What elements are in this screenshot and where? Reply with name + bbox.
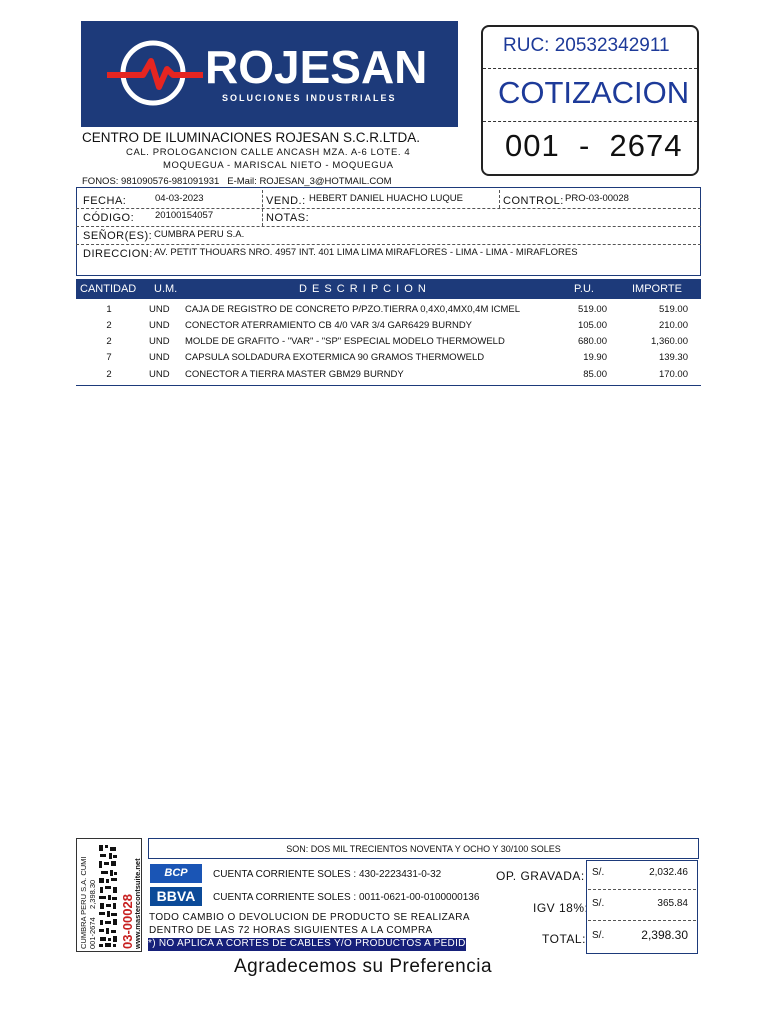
- logo-pulse-icon: [103, 39, 215, 107]
- row-qty: 2: [106, 369, 112, 380]
- fecha-label: FECHA:: [83, 195, 127, 207]
- items-table-header: [76, 279, 701, 299]
- thank-you-message: Agradecemos su Preferencia: [234, 956, 493, 977]
- divider: [76, 208, 701, 209]
- col-cantidad: CANTIDAD: [80, 283, 137, 295]
- control-label: CONTROL:: [503, 195, 564, 207]
- divider: [76, 244, 701, 245]
- row-importe: 519.00: [658, 304, 688, 315]
- col-descripcion: D E S C R I P C I O N: [299, 283, 427, 295]
- table-row: [76, 318, 701, 334]
- row-qty: 2: [106, 336, 112, 347]
- bbva-account: CUENTA CORRIENTE SOLES : 0011-0621-00-0100000136: [213, 892, 480, 903]
- company-city: MOQUEGUA - MARISCAL NIETO - MOQUEGUA: [163, 160, 394, 171]
- currency-symbol: S/.: [592, 898, 605, 909]
- divider: [483, 121, 697, 122]
- total-value: 2,398.30: [641, 928, 688, 942]
- row-qty: 7: [106, 352, 112, 363]
- currency-symbol: S/.: [592, 930, 605, 941]
- fecha-value: 04-03-2023: [155, 193, 204, 204]
- col-pu: P.U.: [574, 283, 594, 295]
- control-value: PRO-03-00028: [565, 193, 629, 204]
- notas-label: NOTAS:: [266, 212, 310, 224]
- amount-in-words-box: [148, 838, 699, 859]
- row-desc: CONECTOR ATERRAMIENTO CB 4/0 VAR 3/4 GAR6429 BURNDY: [185, 320, 473, 331]
- amount-in-words: SON: DOS MIL TRECIENTOS NOVENTA Y OCHO Y 30/100 SOLES: [286, 844, 561, 854]
- bcp-account: CUENTA CORRIENTE SOLES : 430-2223431-0-32: [213, 869, 442, 880]
- divider: [76, 226, 701, 227]
- side-text-amount: 001-2674 2,398.30: [88, 879, 97, 949]
- col-um: U.M.: [154, 283, 178, 295]
- row-pu: 105.00: [577, 320, 607, 331]
- document-number: 001 - 2674: [505, 128, 683, 163]
- row-um: UND: [149, 369, 170, 380]
- side-website: www.mastercontsuite.net: [133, 858, 142, 949]
- divider: [483, 68, 697, 69]
- vendedor-label: VEND.:: [266, 195, 306, 207]
- logo-name: ROJESAN: [205, 41, 428, 93]
- row-pu: 680.00: [577, 336, 607, 347]
- row-um: UND: [149, 336, 170, 347]
- side-control-code: 03-00028: [120, 894, 135, 949]
- barcode-panel: [76, 838, 142, 952]
- table-bottom-rule: [76, 385, 701, 386]
- company-contact: FONOS: 981090576-981091931 E-Mail: ROJESAN_3@HOTMAIL.COM: [82, 176, 392, 187]
- divider: [588, 920, 696, 921]
- row-importe: 1,360.00: [651, 336, 688, 347]
- logo-tagline: SOLUCIONES INDUSTRIALES: [222, 93, 397, 103]
- vendedor-value: HEBERT DANIEL HUACHO LUQUE: [309, 193, 463, 204]
- warning-banner: *) NO APLICA A CORTES DE CABLES Y/O PRODUCTOS A PEDIDO: [148, 938, 474, 949]
- divider: [588, 889, 696, 890]
- row-qty: 1: [106, 304, 112, 315]
- row-desc: CAJA DE REGISTRO DE CONCRETO P/PZO.TIERRA 0,4X0,4MX0,4M ICMEL: [185, 304, 521, 315]
- bcp-logo: BCP: [150, 864, 202, 883]
- company-address: CAL. PROLOGANCION CALLE ANCASH MZA. A-6 LOTE. 4: [126, 147, 411, 158]
- igv-value: 365.84: [657, 898, 688, 909]
- table-row: [76, 302, 701, 318]
- row-importe: 170.00: [658, 369, 688, 380]
- table-row: [76, 334, 701, 350]
- codigo-label: CÓDIGO:: [83, 212, 135, 224]
- company-name: CENTRO DE ILUMINACIONES ROJESAN S.C.R.LTDA.: [82, 130, 421, 145]
- col-importe: IMPORTE: [632, 283, 682, 295]
- row-desc: CAPSULA SOLDADURA EXOTERMICA 90 GRAMOS THERMOWELD: [185, 352, 485, 363]
- side-text-customer: CUMBRA PERU S.A. CUMI: [79, 856, 88, 949]
- row-importe: 139.30: [658, 352, 688, 363]
- ruc-number: RUC: 20532342911: [503, 35, 670, 56]
- row-desc: CONECTOR A TIERRA MASTER GBM29 BURNDY: [185, 369, 404, 380]
- divider: [262, 190, 263, 226]
- row-desc: MOLDE DE GRAFITO - "VAR" - "SP" ESPECIAL MODELO THERMOWELD: [185, 336, 505, 347]
- document-title: COTIZACION: [498, 75, 690, 110]
- codigo-value: 20100154057: [155, 210, 214, 221]
- row-um: UND: [149, 352, 170, 363]
- row-qty: 2: [106, 320, 112, 331]
- senores-label: SEÑOR(ES):: [83, 230, 153, 242]
- divider: [499, 190, 500, 208]
- direccion-value: AV. PETIT THOUARS NRO. 4957 INT. 401 LIMA LIMA MIRAFLORES - LIMA - LIMA - MIRAFLORES: [154, 247, 578, 258]
- row-pu: 519.00: [577, 304, 607, 315]
- bbva-logo: BBVA: [150, 887, 202, 906]
- row-importe: 210.00: [658, 320, 688, 331]
- total-label: TOTAL:: [542, 932, 586, 946]
- table-row: [76, 367, 701, 383]
- igv-label: IGV 18%:: [533, 901, 589, 915]
- op-gravada-label: OP. GRAVADA:: [496, 869, 585, 883]
- direccion-label: DIRECCION:: [83, 248, 153, 260]
- return-policy-line-1: TODO CAMBIO O DEVOLUCION DE PRODUCTO SE REALIZARA: [149, 912, 470, 923]
- row-um: UND: [149, 320, 170, 331]
- senores-value: CUMBRA PERU S.A.: [154, 229, 245, 240]
- return-policy-line-2: DENTRO DE LAS 72 HORAS SIGUIENTES A LA COMPRA: [149, 925, 433, 936]
- row-pu: 85.00: [583, 369, 607, 380]
- op-gravada-value: 2,032.46: [649, 867, 688, 878]
- table-row: [76, 350, 701, 366]
- currency-symbol: S/.: [592, 867, 605, 878]
- qr-code-icon: [98, 843, 118, 949]
- row-pu: 19.90: [583, 352, 607, 363]
- row-um: UND: [149, 304, 170, 315]
